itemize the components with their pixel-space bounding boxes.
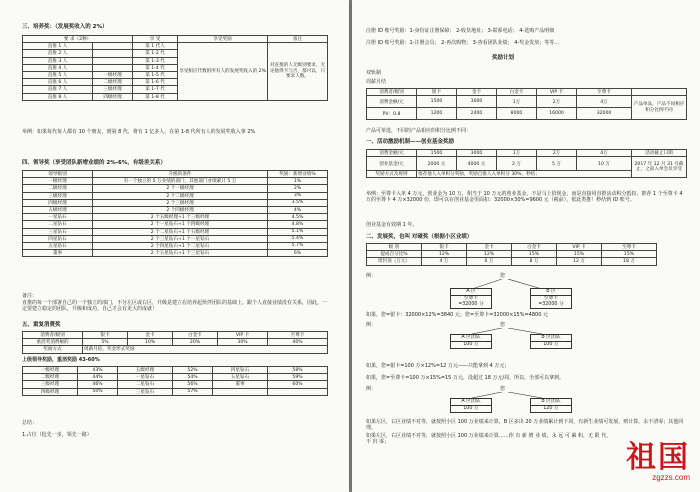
table-cell: 60% bbox=[268, 381, 328, 388]
header-cell: 白金卡 bbox=[512, 244, 557, 251]
table-cell: 4万 bbox=[577, 150, 632, 157]
section-4-title: 四、领导奖（享受团队新增业绩的 2%-6%，有级差关系） bbox=[22, 160, 166, 166]
table-cell: 2400 bbox=[457, 108, 497, 120]
table-cell: 提成百分比% bbox=[367, 251, 422, 258]
header-cell: 消费者/级别 bbox=[367, 89, 417, 96]
table-cell: 2000 元 bbox=[417, 157, 457, 171]
table-cell: 20% bbox=[173, 339, 218, 346]
table-cell: 推荐他人入单积分奖励，奖励自推人入单积分 30%，秒结； bbox=[417, 171, 632, 178]
table-cell: 直推 5 人 bbox=[23, 71, 93, 78]
header-cell: 金卡 bbox=[128, 332, 173, 339]
table-row bbox=[367, 258, 657, 265]
site-watermark bbox=[626, 440, 690, 482]
table-cell: 56% bbox=[173, 381, 213, 388]
table-cell: 直推 7 人 bbox=[23, 86, 93, 93]
table-cell: 五级经理 bbox=[118, 367, 173, 374]
table-row bbox=[23, 374, 328, 381]
table-cell: 2 个二星钻石+1 个五级经理 bbox=[93, 228, 268, 235]
table-cell: 2 个五级经理+1 个三级经理 bbox=[93, 214, 268, 221]
table-cell: 32000 bbox=[577, 108, 632, 120]
table-cell bbox=[93, 64, 133, 71]
header-cell: VIP 卡 bbox=[218, 332, 268, 339]
table-row bbox=[367, 157, 687, 171]
table-cell: 4.8% bbox=[268, 221, 328, 228]
product-note: 产品可单选，不同的产品相应的积分比例不同： bbox=[366, 128, 472, 134]
table-cell bbox=[213, 388, 268, 395]
table-cell: 三级经理 bbox=[23, 381, 78, 388]
table-row bbox=[23, 250, 328, 257]
table-header-row bbox=[367, 89, 687, 96]
table-cell: 2 个一星钻石+1 个四级经理 bbox=[93, 221, 268, 228]
table-cell: 44% bbox=[78, 374, 118, 381]
header-cell: VIP 卡 bbox=[537, 89, 577, 96]
table-cell: 五星钻石 bbox=[213, 374, 268, 381]
reward-plan-title: 奖励计划 bbox=[492, 55, 515, 61]
table-header-row bbox=[23, 171, 328, 178]
header-cell: 至尊卡 bbox=[577, 89, 632, 96]
table-cell: 2 个三级经理 bbox=[93, 199, 268, 206]
table-cell: 5.4% bbox=[268, 235, 328, 242]
table-cell: 12% bbox=[467, 251, 512, 258]
table-cell: 2% bbox=[268, 185, 328, 192]
team-b-box: B 区团队 bbox=[530, 398, 572, 406]
id-account-line-1: 注册 ID 账号奖励：1-身份证注册保障； 2-收货地址； 3-联系电话； 4-选购产品明细 bbox=[366, 28, 555, 34]
development-table bbox=[366, 243, 657, 266]
table-cell: 董事 bbox=[23, 250, 93, 257]
table-row bbox=[23, 339, 328, 346]
example-3-calc-1: 如果左区，右区业绩不对等，就按照小区 100 万业绩来计算，B 区多出 20 万业绩累计到下周，有新生业绩可发展，则计算，永不清零；其他同理。 bbox=[366, 419, 684, 431]
table-cell: 12 万 bbox=[557, 258, 602, 265]
remark-cell: 产品单品，产品不同相应积分比例不同 bbox=[632, 96, 687, 120]
table-cell bbox=[93, 43, 133, 50]
table-cell: 52% bbox=[173, 367, 213, 374]
example-1-calc: 如果，您=银卡：32000×12%=3840 元；您=至尊卡=32000×15%=4800 元 bbox=[366, 312, 548, 318]
table-cell: 2 个四级经理 bbox=[93, 206, 268, 213]
dual-track-label: 双轨制 bbox=[366, 70, 382, 76]
table-cell: 第 1-3 代 bbox=[133, 57, 178, 64]
table-cell: 4 万 bbox=[422, 258, 467, 265]
table-cell: 活动截止日期 bbox=[632, 150, 687, 157]
table-cell: 18 万 bbox=[602, 258, 657, 265]
table-cell: 59% bbox=[268, 374, 328, 381]
section-4-note: 直推的每一个部署自己的一个独立的部门，不分左区或右区，升级是建立在培养起伙伴团队的基础上，跟个人直接业绩没有关系，因此，一定要建立稳定的团队，升级和成功，自己才会有更大的成就！ bbox=[22, 300, 328, 312]
table-cell: 16000 bbox=[537, 108, 577, 120]
table-cell: 第 1-5 代 bbox=[133, 71, 178, 78]
table-cell: 43% bbox=[78, 367, 118, 374]
table-cell: 58% bbox=[268, 367, 328, 374]
table-cell: 四级经理 bbox=[93, 93, 133, 100]
table-cell: 3000 bbox=[457, 150, 497, 157]
example-2-label: 例： bbox=[366, 322, 377, 328]
table-row bbox=[23, 192, 328, 199]
table-row bbox=[23, 381, 328, 388]
header-cell: 银卡 bbox=[422, 244, 467, 251]
header-cell: 消费者/级别 bbox=[23, 332, 83, 339]
table-cell: 2万 bbox=[537, 150, 577, 157]
startup-fund-table bbox=[366, 149, 687, 178]
table-row bbox=[23, 388, 328, 395]
header-cell: VIP 卡 bbox=[557, 244, 602, 251]
example-2-calc-2: 如果，您=至尊卡=100 万×15%=15 万元，没超过 18 万元/周，所以，全部可以拿到。 bbox=[366, 375, 565, 381]
table-cell: 第 1 代人 bbox=[133, 43, 178, 50]
table-cell: 30% bbox=[218, 339, 268, 346]
table-cell: 1万 bbox=[497, 96, 537, 108]
table-cell: 2 个四星钻石+1 个二星钻石 bbox=[93, 242, 268, 249]
table-cell bbox=[93, 57, 133, 64]
table-cell: 直推 6 人 bbox=[23, 79, 93, 86]
team-a-box: A 区团队 bbox=[450, 398, 492, 406]
table-cell: 2 万 bbox=[497, 157, 537, 171]
table-cell: 直推 1 人 bbox=[23, 43, 93, 50]
table-cell: 二星钻石 bbox=[118, 381, 173, 388]
table-cell: 四级经理 bbox=[23, 388, 78, 395]
table-cell: 1500 bbox=[417, 96, 457, 108]
table-cell: 三级经理 bbox=[23, 192, 93, 199]
table-cell: 二级经理 bbox=[93, 79, 133, 86]
example-2-you: 您 bbox=[500, 322, 506, 328]
table-row bbox=[23, 367, 328, 374]
table-cell: 2 个一级经理 bbox=[93, 185, 268, 192]
section-4-note-title: 备注： bbox=[22, 293, 38, 299]
header-cell: 白金卡 bbox=[173, 332, 218, 339]
team-a-value: 100 万 bbox=[450, 341, 492, 349]
zone-a-value: 至尊卡 =32000 分 bbox=[450, 295, 492, 309]
zone-b-box: B 区 bbox=[530, 288, 572, 296]
table-cell: 消费金额/元 bbox=[367, 150, 417, 157]
team-b-value: 120 万 bbox=[530, 405, 572, 413]
right-page bbox=[352, 0, 700, 492]
table-cell: 四星钻石 bbox=[23, 235, 93, 242]
table-cell: 二星钻石 bbox=[23, 221, 93, 228]
table-cell: 直推 4 人 bbox=[23, 64, 93, 71]
table-row bbox=[23, 214, 328, 221]
example-3-label: 例： bbox=[366, 386, 377, 392]
table-cell: 四星钻石 bbox=[213, 367, 268, 374]
table-cell bbox=[93, 50, 133, 57]
weekly-settlement-label: 周薪月结 bbox=[366, 79, 387, 85]
table-cell: 6% bbox=[268, 250, 328, 257]
table-cell: 重消奖消费额的 bbox=[23, 339, 83, 346]
table-cell: 第 1-7 代 bbox=[133, 86, 178, 93]
table-cell: 董事 bbox=[213, 381, 268, 388]
table-cell: 3% bbox=[268, 192, 328, 199]
table-cell: 三星钻石 bbox=[118, 388, 173, 395]
table-cell: 四级经理 bbox=[23, 199, 93, 206]
header-cell: 享受奖励 bbox=[178, 36, 268, 43]
table-cell: 50% bbox=[78, 388, 118, 395]
table-cell: 一级经理 bbox=[93, 71, 133, 78]
remark-cell: 对直推的人无级别要求，无论他得卡与否，都可以，只要求人数。 bbox=[268, 43, 328, 101]
section-1-title: 一、活动激励机制——创业基金奖励 bbox=[366, 139, 455, 145]
table-cell: 6 万 bbox=[467, 258, 512, 265]
table-cell: 8 万 bbox=[512, 258, 557, 265]
header-cell: 奖励：新增业绩% bbox=[268, 171, 328, 178]
header-cell: 领导级别 bbox=[23, 171, 93, 178]
table-cell: 奖励方式 bbox=[23, 346, 83, 353]
table-header-row bbox=[23, 36, 328, 43]
table-row bbox=[367, 251, 657, 258]
table-cell: 直推 8 人 bbox=[23, 93, 93, 100]
table-cell: 有一个独立的 5 万业绩的部门，其他部门业绩累计 5 万 bbox=[93, 178, 268, 185]
watermark-url: zgzzs.com bbox=[652, 473, 690, 482]
section-3-note: 举例：如果每代每人都有 10 个朋友，到第 8 代，将有 1 亿多人，在第 1-8 代所有人的发展奖收入拿 2% bbox=[22, 129, 256, 135]
table-cell: 2017 年 12 月 31 号截止，之前入单会员享受 bbox=[632, 157, 687, 178]
table-cell: 直推 3 人 bbox=[23, 57, 93, 64]
example-1-label: 例： bbox=[366, 273, 377, 279]
table-cell: 三星钻石 bbox=[23, 228, 93, 235]
reward-cell: 享受相应代数的所有人的发展奖收入的 2% bbox=[178, 43, 268, 101]
table-cell: 1% bbox=[268, 178, 328, 185]
header-cell: 至尊卡 bbox=[268, 332, 328, 339]
table-header-row bbox=[23, 332, 328, 339]
header-cell: 级 别 bbox=[367, 244, 422, 251]
header-cell: 银卡 bbox=[83, 332, 128, 339]
table-row bbox=[23, 242, 328, 249]
zone-b-value: 至尊卡 =32000 分 bbox=[530, 295, 572, 309]
header-cell: 金卡 bbox=[467, 244, 512, 251]
table-cell: 周薪月结，奖金形式奖励 bbox=[83, 346, 328, 353]
table-cell: 46% bbox=[78, 381, 118, 388]
table-cell: 5.1% bbox=[268, 228, 328, 235]
table-cell: 三级经理 bbox=[93, 86, 133, 93]
left-page bbox=[0, 0, 349, 492]
section-2-title: 二、发展奖，也叫 对碰奖（根据小区业绩） bbox=[366, 234, 473, 240]
table-cell: 一级经理 bbox=[23, 178, 93, 185]
table-cell: PV：0.8 bbox=[367, 108, 417, 120]
team-b-box: B 区团队 bbox=[530, 334, 572, 342]
table-cell: 五级经理 bbox=[23, 206, 93, 213]
header-cell: 金卡 bbox=[457, 89, 497, 96]
table-row bbox=[23, 199, 328, 206]
table-cell: 4000 元 bbox=[457, 157, 497, 171]
card-level-table bbox=[366, 88, 687, 120]
repeat-consumption-table bbox=[22, 331, 328, 354]
section-5-title: 五、重复消费奖 bbox=[22, 322, 61, 328]
table-cell: 周封顶（万元） bbox=[367, 258, 422, 265]
table-cell: 二级经理 bbox=[23, 374, 78, 381]
table-row bbox=[23, 228, 328, 235]
table-cell: 2 个五星钻石+1 个三星钻石 bbox=[93, 250, 268, 257]
table-cell: 3000 bbox=[457, 96, 497, 108]
table-cell: 40% bbox=[268, 339, 328, 346]
table-cell: 4% bbox=[268, 206, 328, 213]
table-row bbox=[367, 150, 687, 157]
table-cell: 8000 bbox=[497, 108, 537, 120]
table-row bbox=[23, 43, 328, 50]
table-cell: 一星钻石 bbox=[118, 374, 173, 381]
header-cell: 要 求（2种） bbox=[23, 36, 133, 43]
example-1-you: 您 bbox=[500, 273, 506, 279]
zone-a-box: A 区 bbox=[450, 288, 492, 296]
table-cell: 54% bbox=[173, 374, 213, 381]
team-a-value: 100 万 bbox=[450, 405, 492, 413]
table-cell: 2万 bbox=[537, 96, 577, 108]
table-cell bbox=[268, 388, 328, 395]
table-row bbox=[23, 221, 328, 228]
header-cell: 备注 bbox=[268, 36, 328, 43]
header-cell bbox=[632, 89, 687, 96]
leadership-table bbox=[22, 170, 328, 257]
cultivation-table bbox=[22, 35, 328, 101]
table-cell: 第 1-8 代 bbox=[133, 93, 178, 100]
table-row bbox=[23, 185, 328, 192]
team-a-box: A 区团队 bbox=[450, 334, 492, 342]
leader-repeat-table bbox=[22, 366, 328, 396]
table-cell: 4万 bbox=[577, 96, 632, 108]
table-cell: 15% bbox=[512, 251, 557, 258]
table-cell: 10 万 bbox=[577, 157, 632, 171]
team-b-value: 100 万 bbox=[530, 341, 572, 349]
table-cell: 5% bbox=[83, 339, 128, 346]
table-cell: 消费金额/元 bbox=[367, 96, 417, 108]
watermark-logo: 祖国 bbox=[626, 440, 690, 475]
id-account-line-2: 注册 ID 账号奖励：1-注册会员； 2-再次购物； 3-查看团队业绩； 4-奖金发放；等等… bbox=[366, 40, 560, 46]
table-cell: 2 个三星钻石+1 个一星钻石 bbox=[93, 235, 268, 242]
table-row bbox=[23, 346, 328, 353]
header-cell: 享 受 bbox=[133, 36, 178, 43]
section-1-validity: 创业基金有效期 1 年。 bbox=[366, 222, 418, 228]
header-cell: 至尊卡 bbox=[602, 244, 657, 251]
table-cell: 1500 bbox=[417, 150, 457, 157]
table-cell: 一级经理 bbox=[23, 367, 78, 374]
table-cell: 10% bbox=[128, 339, 173, 346]
table-cell: 1万 bbox=[497, 150, 537, 157]
table-cell: 12% bbox=[422, 251, 467, 258]
table-cell: 创业基金/元 bbox=[367, 157, 417, 171]
table-cell: 奖励方式及规则 bbox=[367, 171, 417, 178]
table-cell: 第 1-2 代 bbox=[133, 50, 178, 57]
table-cell: 57% bbox=[173, 388, 213, 395]
section-3-title: 三、培养奖：（发展奖收入的 2%） bbox=[22, 24, 108, 30]
example-2-calc-1: 如果，您=银卡=100 万×12%=12 万元——只能拿到 4 万元； bbox=[366, 363, 510, 369]
table-cell: 直推 2 人 bbox=[23, 50, 93, 57]
table-row bbox=[23, 178, 328, 185]
header-cell: 银卡 bbox=[417, 89, 457, 96]
table-cell: 第 1-6 代 bbox=[133, 79, 178, 86]
table-cell: 2 个二级经理 bbox=[93, 192, 268, 199]
table-cell: 4.5% bbox=[268, 214, 328, 221]
header-cell: 升级的条件 bbox=[93, 171, 268, 178]
table-cell: 5.7% bbox=[268, 242, 328, 249]
summary-item: 1.占位（抢先一步，领先一路） bbox=[22, 432, 92, 438]
header-cell: 白金卡 bbox=[497, 89, 537, 96]
table-row bbox=[23, 235, 328, 242]
table-cell: 五星钻石 bbox=[23, 242, 93, 249]
summary-label: 总结： bbox=[22, 420, 38, 426]
table-row bbox=[23, 206, 328, 213]
table-cell: 3.5% bbox=[268, 199, 328, 206]
table-row bbox=[367, 96, 687, 108]
table-cell: 1200 bbox=[417, 108, 457, 120]
table-cell: 15% bbox=[602, 251, 657, 258]
table-cell: 第 1-4 代 bbox=[133, 64, 178, 71]
section-1-note: 举例：至尊卡入单 4 万元，创业金为 10 万，相当于 10 万元的创业基金，不是马上拾现金，而是直接用直推活动积分抵扣，推荐 1 个至尊卡 4 万的至尊卡 4 万×32000 份，即可以在创业基金里面扣：32000×30%=9600 元（税前），依此类推！秒结到 ID 账号。 bbox=[366, 191, 683, 203]
example-3-calc-2: 如果左区，右区业绩不对等，就按照小区 100 万业绩来计算……你 有 新 增 业 绩，永 远 可 累 积，无 限 代，不 归 零； bbox=[366, 433, 612, 445]
table-cell: 5 万 bbox=[537, 157, 577, 171]
table-header-row bbox=[367, 244, 657, 251]
example-3-you: 您 bbox=[500, 386, 506, 392]
table-cell: 15% bbox=[557, 251, 602, 258]
table-cell: 一星钻石 bbox=[23, 214, 93, 221]
table-cell: 二级经理 bbox=[23, 185, 93, 192]
leader-repeat-title: 上级领导奖励，重消奖励 43-60% bbox=[22, 357, 100, 363]
